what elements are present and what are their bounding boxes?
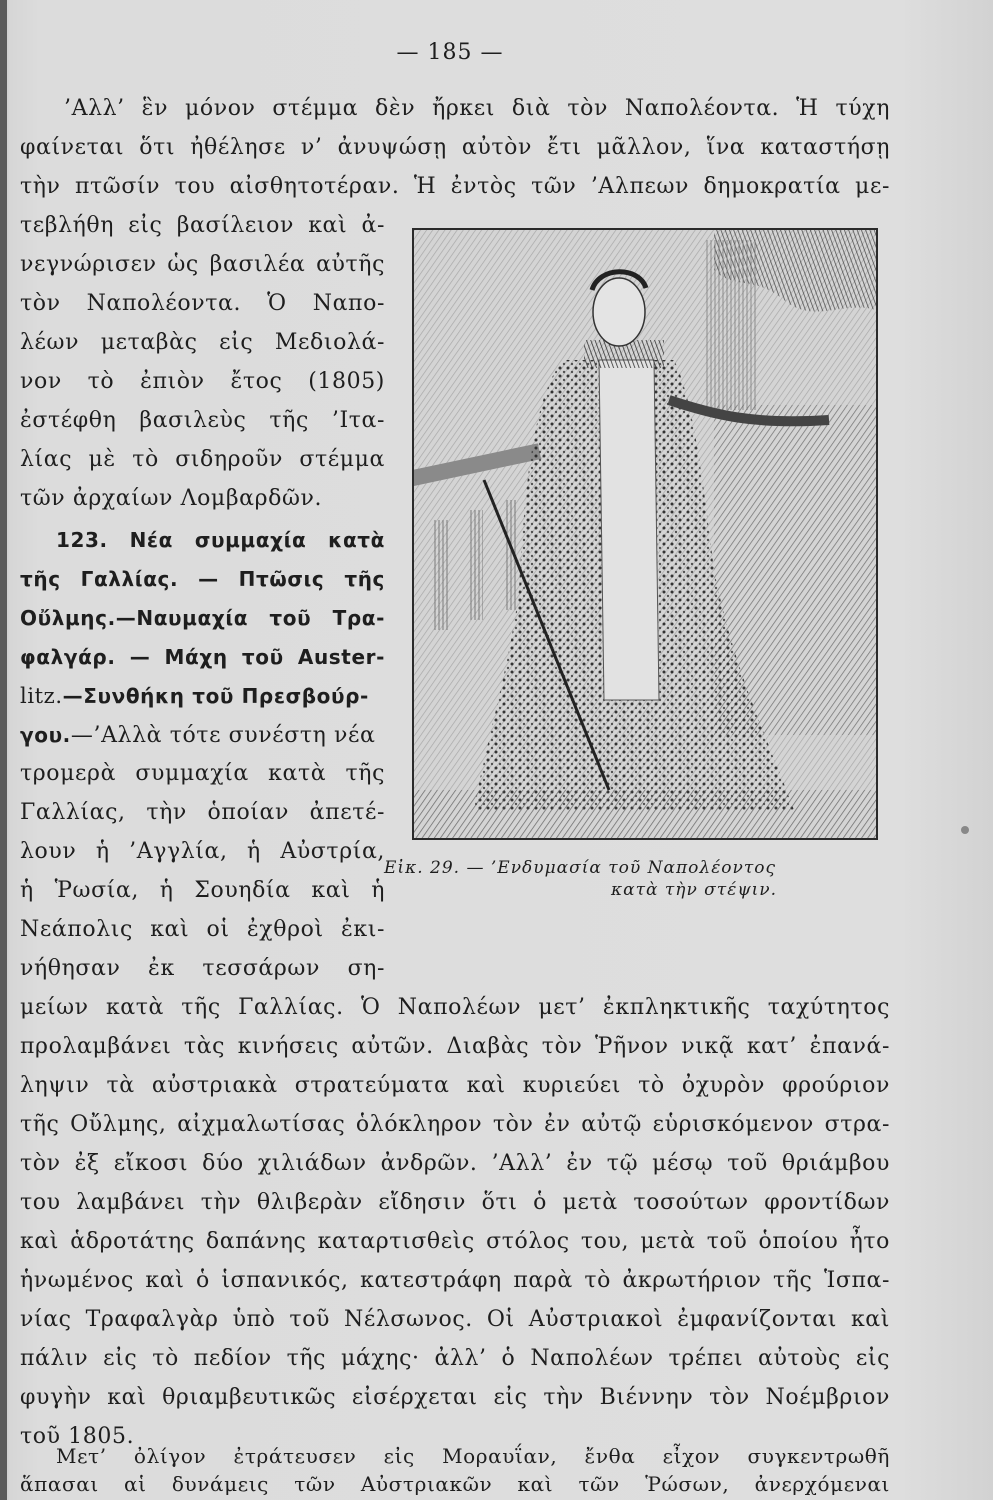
text-line: τὴν πτῶσίν του αἰσθητοτέραν. Ἡ ἐντὸς τῶν ’Αλπεων δημοκρατία με- [20,174,890,199]
text-line: φυγὴν καὶ θριαμβευτικῶς εἰσέρχεται εἰς τὴν Βιέννην τὸν Νοέμβριον [20,1385,890,1410]
section-heading: 123. Νέα συμμαχία κατὰ [56,528,385,552]
text-line: τοῦ 1805. [20,1424,135,1449]
page-spine-edge [0,0,7,1500]
text-line: νήθησαν ἐκ τεσσάρων ση- [20,956,385,981]
text-line: προλαμβάνει τὰς κινήσεις αὐτῶν. Διαβὰς τὸν Ῥῆνον νικᾷ κατ’ ἐπανά- [20,1034,890,1059]
text-line: ἅπασαι αἱ δυνάμεις τῶν Αὐστριακῶν καὶ τῶν Ῥώσων, ἀνερχόμεναι [20,1472,890,1496]
figure-caption [384,857,894,901]
heading-text: —Συνθήκη τοῦ Πρεσβούρ- [62,684,369,708]
section-heading: φαλγάρ. — Μάχη τοῦ Auster- [20,645,385,669]
text-line: ἡ Ῥωσία, ἡ Σουηδία καὶ ἡ [20,878,385,903]
section-heading-line [20,720,385,751]
text-line: πάλιν εἰς τὸ πεδίον τῆς μάχης· ἀλλ’ ὁ Ναπολέων τρέπει αὐτοὺς εἰς [20,1346,890,1371]
text-line: ληψιν τὰ αὐστριακὰ στρατεύματα καὶ κυριεύει τὸ ὀχυρὸν φρούριον [20,1073,890,1098]
text-line: λίας μὲ τὸ σιδηροῦν στέμμα [20,447,385,472]
text-line: ἐστέφθη βασιλεὺς τῆς ’Ιτα- [20,408,385,433]
napoleon-portrait-engraving [412,228,878,840]
heading-text: litz. [20,684,63,708]
text-line: λέων μεταβὰς εἰς Μεδιολά- [20,330,385,355]
text-line: καὶ ἁδροτάτης δαπάνης καταρτισθεὶς στόλος του, μετὰ τοῦ ὁποίου ἦτο [20,1229,890,1254]
text-line: νεγνώρισεν ὡς βασιλέα αὐτῆς [20,252,385,277]
text-line: τῆς Οὔλμης, αἰχμαλωτίσας ὁλόκληρον τὸν ἐν αὐτῷ εὑρισκόμενον στρα- [20,1112,890,1137]
text-line: τὸν ἐξ εἴκοσι δύο χιλιάδων ἀνδρῶν. ’Αλλ’ ἐν τῷ μέσῳ τοῦ θριάμβου [20,1151,890,1176]
text-line: τῶν ἀρχαίων Λομβαρδῶν. [20,486,323,511]
text-line: του λαμβάνει τὴν θλιβερὰν εἴδησιν ὅτι ὁ μετὰ τοσούτων φροντίδων [20,1190,890,1215]
text-line: Νεάπολις καὶ οἱ ἐχθροὶ ἐκι- [20,917,385,942]
text-line: νίας Τραφαλγὰρ ὑπὸ τοῦ Νέλσωνος. Οἱ Αὐστριακοὶ ἐμφανίζονται καὶ [20,1307,890,1332]
text-line: τὸν Ναπολέοντα. Ὁ Ναπο- [20,291,385,316]
section-heading: τῆς Γαλλίας. — Πτῶσις τῆς [20,567,385,591]
caption-line: κατὰ τὴν στέψιν. [610,880,778,900]
text-segment: —’Αλλὰ τότε συνέστη νέα [70,723,376,748]
heading-text: γου. [20,723,71,747]
text-line: ἡνωμένος καὶ ὁ ἱσπανικός, κατεστράφη παρὰ τὸ ἀκρωτήριον τῆς Ἱσπα- [20,1268,890,1293]
text-line: φαίνεται ὅτι ἠθέλησε ν’ ἀνυψώσῃ αὐτὸν ἔτι μᾶλλον, ἵνα καταστήσῃ [20,135,890,160]
caption-line: Εἰκ. 29. — ’Ενδυμασία τοῦ Ναπολέοντος [384,858,777,878]
section-heading: Οὔλμης.—Ναυμαχία τοῦ Τρα- [20,606,385,630]
engraving-illustration [414,230,876,838]
text-line: Γαλλίας, τὴν ὁποίαν ἀπετέ- [20,800,385,825]
text-line: τεβλήθη εἰς βασίλειον καὶ ἀ- [20,213,385,238]
page-number: — 185 — [396,40,504,65]
page-blemish [961,826,969,834]
text-line: λουν ἡ ’Αγγλία, ἡ Αὐστρία, [20,839,385,864]
text-line: τρομερὰ συμμαχία κατὰ τῆς [20,761,385,786]
text-line: νον τὸ ἐπιὸν ἔτος (1805) [20,369,385,394]
text-line: Μετ’ ὀλίγον ἐτράτευσεν εἰς Μοραυΐαν, ἔνθα εἶχον συγκεντρωθῆ [56,1444,890,1468]
text-line: μείων κατὰ τῆς Γαλλίας. Ὁ Ναπολέων μετ’ ἐκπληκτικῆς ταχύτητος [20,995,890,1020]
section-heading-line [20,681,385,712]
text-line: ’Αλλ’ ἓν μόνον στέμμα δὲν ἤρκει διὰ τὸν Ναπολέοντα. Ἡ τύχη [64,96,890,121]
